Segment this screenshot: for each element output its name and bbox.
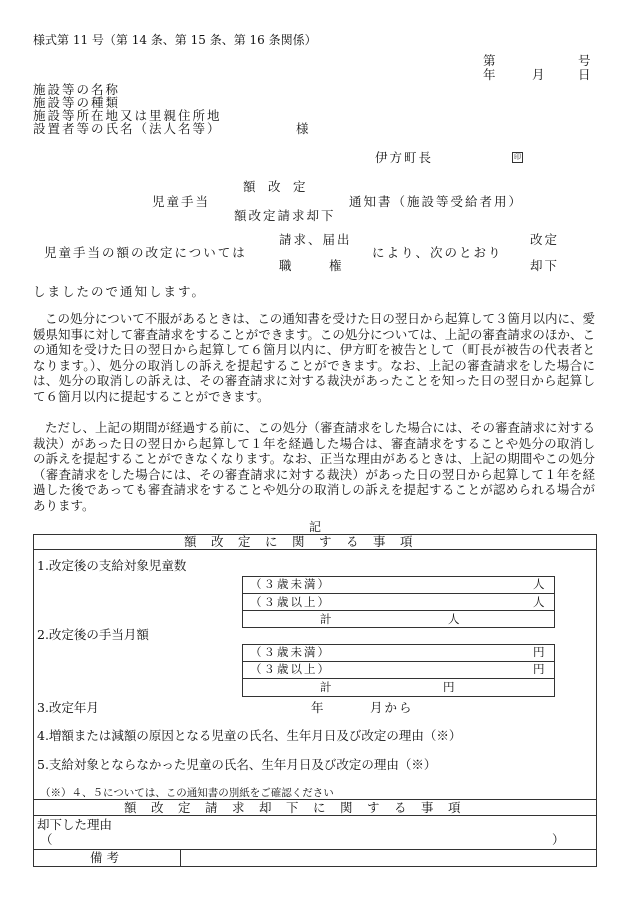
- table-row-unit: 円: [533, 662, 545, 676]
- facility-type-label: 施設等の種類: [33, 95, 121, 110]
- table-row-unit: 人: [533, 595, 545, 609]
- table-row-label: （３歳以上）: [250, 595, 331, 609]
- lead-option-ex-officio: 職 権: [279, 258, 342, 273]
- title-left: 児童手当: [152, 194, 211, 209]
- table-total-label: 計: [320, 680, 332, 694]
- item4-label: 4.増額または減額の原因となる児童の氏名、生年月日及び改定の理由（※）: [37, 728, 462, 743]
- remarks-label: 備考: [90, 850, 124, 865]
- issuer-name: 伊方町長: [375, 150, 434, 165]
- table-row-label: （３歳未満）: [250, 577, 331, 591]
- divider: [33, 549, 597, 550]
- item3-year: 年: [311, 700, 324, 715]
- seal-icon: 印: [514, 153, 521, 161]
- title-option-kaitei: 額 改 定: [243, 179, 306, 194]
- table-row-unit: 人: [533, 577, 545, 591]
- table-total-label: 計: [320, 612, 332, 626]
- table-total-unit: 円: [443, 680, 455, 694]
- date-year: 年: [483, 67, 496, 82]
- lead-result-kyakka: 却下: [530, 258, 560, 273]
- item5-label: 5.支給対象とならなかった児童の氏名、生年月日及び改定の理由（※）: [37, 757, 437, 772]
- doc-number-go: 号: [578, 53, 591, 68]
- item2-label: 2.改定後の手当月額: [37, 627, 149, 642]
- lead-prefix: 児童手当の額の改定については: [44, 245, 247, 260]
- facility-name-label: 施設等の名称: [33, 82, 121, 97]
- lead-suffix: しましたので通知します。: [33, 284, 207, 299]
- doc-number-dai: 第: [483, 53, 496, 68]
- kyakka-header: 額 改 定 請 求 却 下 に 関 す る 事 項: [124, 800, 462, 815]
- item3-month: 月から: [370, 700, 414, 715]
- facility-address-label: 施設等所在地又は里親住所地: [33, 108, 222, 123]
- table-row-label: （３歳以上）: [250, 662, 331, 676]
- date-day: 日: [578, 67, 591, 82]
- title-right: 通知書（施設等受給者用）: [349, 194, 524, 209]
- founder-name-label: 設置者等の氏名（法人名等）: [33, 121, 222, 136]
- lead-result-kaitei: 改定: [530, 232, 560, 247]
- reason-paren-close: ）: [552, 832, 565, 847]
- item3-label: 3.改定年月: [37, 700, 99, 715]
- reason-paren-open: （: [40, 832, 53, 847]
- rejection-reason-label: 却下した理由: [37, 817, 113, 832]
- lead-middle: により、次のとおり: [372, 245, 503, 260]
- note-text: （※）４、５については、この通知書の別紙をご確認ください: [40, 787, 334, 799]
- item1-label: 1.改定後の支給対象児童数: [37, 558, 187, 573]
- appeal-paragraph-2: ただし、上記の期間が経過する前に、この処分（審査請求をした場合には、その審査請求に対する裁決）があった日の翌日から起算して１年を経過した場合は、審査請求をすることや処分の取消しの訴えを提起することができなくなります。なお、正当な理由があるときは、上記の期間やこの処分（審査請求をした場合には、その審査請求に対する裁決）があった日の翌日から起算して１年を経過した後であっても審査請求をすることや処分の取消しの訴えを提起することが認められる場合があります。: [33, 420, 596, 513]
- table-row-label: （３歳未満）: [250, 645, 331, 659]
- title-option-kyakka: 額改定請求却下: [234, 208, 336, 223]
- table-row-unit: 円: [533, 645, 545, 659]
- appeal-paragraph-1: この処分について不服があるときは、この通知書を受けた日の翌日から起算して３箇月以内に、愛媛県知事に対して審査請求をすることができます。この処分については、上記の審査請求のほか、この通知を受けた日の翌日から起算して６箇月以内に、伊方町を被告として（町長が被告の代表者となります。）、処分の取消しの訴えを提起することができます。なお、上記の審査請求をした場合には、処分の取消しの訴えは、その審査請求に対する裁決があったことを知った日の翌日から起算して６箇月以内に提起することができます。: [33, 311, 595, 404]
- honorific-sama: 様: [296, 121, 309, 136]
- kaitei-header: 額 改 定 に 関 す る 事 項: [184, 534, 414, 549]
- lead-option-request: 請求、届出: [279, 232, 352, 247]
- date-month: 月: [532, 67, 545, 82]
- ki-heading: 記: [309, 520, 322, 534]
- table-total-unit: 人: [448, 612, 460, 626]
- form-number: 様式第 11 号（第 14 条、第 15 条、第 16 条関係）: [33, 33, 317, 47]
